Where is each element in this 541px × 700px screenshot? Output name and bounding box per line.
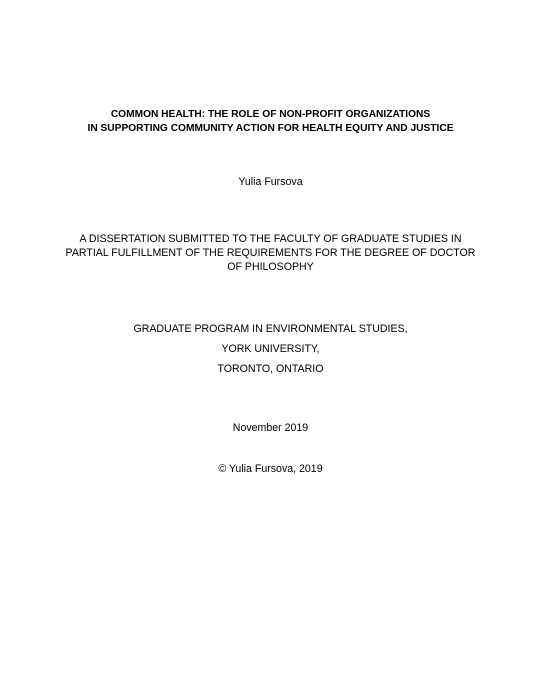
submission-date — [0, 421, 541, 435]
program-line-1: GRADUATE PROGRAM IN ENVIRONMENTAL STUDIES, — [133, 323, 408, 335]
statement-line-1: A DISSERTATION SUBMITTED TO THE FACULTY OF GRADUATE STUDIES IN — [79, 233, 462, 245]
dissertation-title — [0, 108, 541, 136]
title-line-2: IN SUPPORTING COMMUNITY ACTION FOR HEALTH EQUITY AND JUSTICE — [87, 123, 454, 134]
author-name — [0, 175, 541, 189]
statement-line-2: PARTIAL FULFILLMENT OF THE REQUIREMENTS FOR THE DEGREE OF DOCTOR — [65, 247, 476, 259]
author-name-text: Yulia Fursova — [238, 176, 303, 188]
program-affiliation — [0, 319, 541, 379]
copyright-notice — [0, 462, 541, 476]
title-line-1: COMMON HEALTH: THE ROLE OF NON-PROFIT ORGANIZATIONS — [110, 109, 431, 120]
submission-statement — [0, 232, 541, 274]
program-line-3: TORONTO, ONTARIO — [217, 363, 324, 375]
program-line-2: YORK UNIVERSITY, — [221, 343, 320, 355]
statement-line-3: OF PHILOSOPHY — [227, 261, 314, 273]
copyright-notice-text: © Yulia Fursova, 2019 — [218, 463, 323, 475]
submission-date-text: November 2019 — [232, 422, 309, 434]
